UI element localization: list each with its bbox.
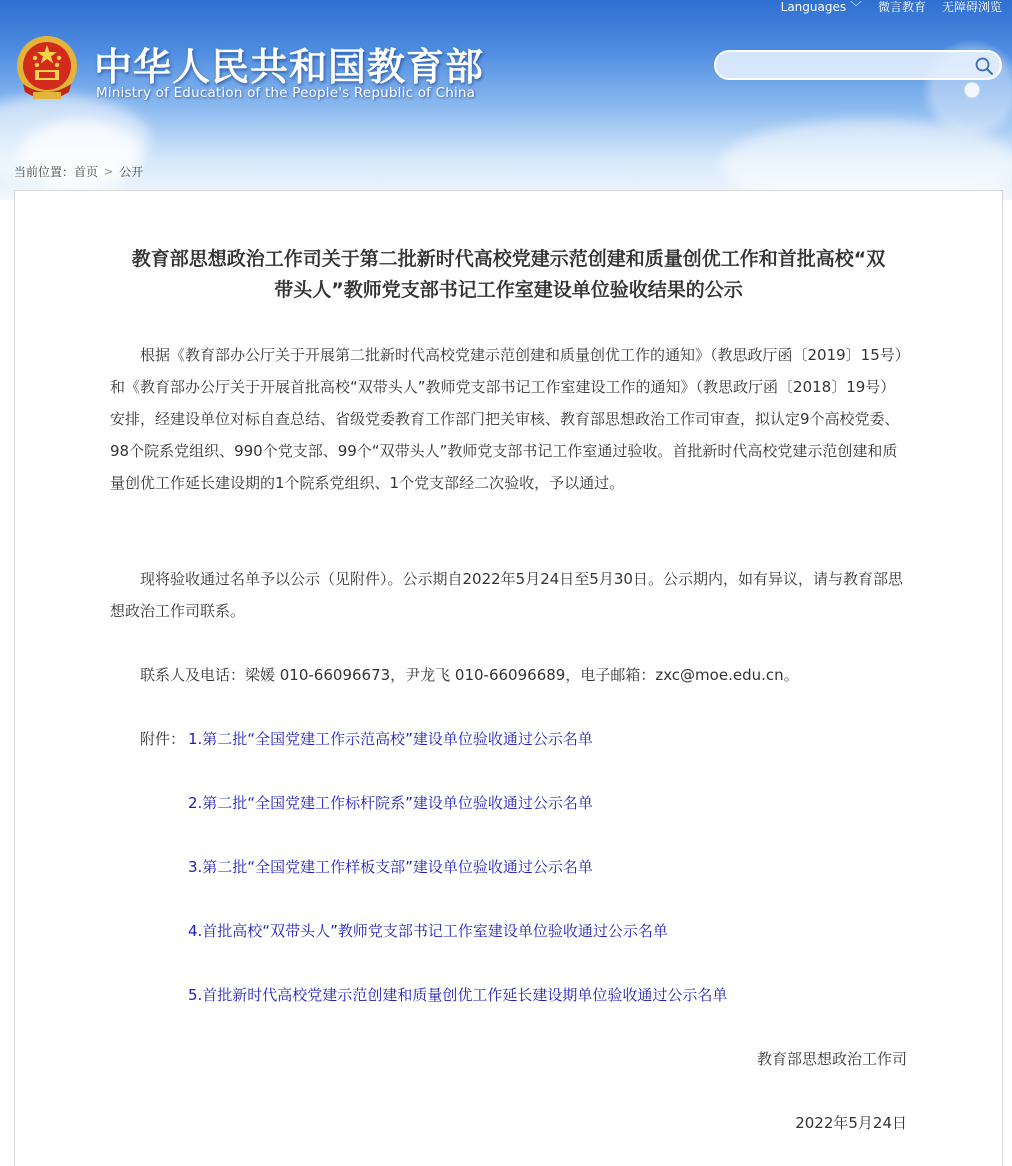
breadcrumb-home[interactable]: 首页 (74, 165, 99, 179)
article-container (14, 190, 1003, 1166)
article-title-line1: 教育部思想政治工作司关于第二批新时代高校党建示范创建和质量创优工作和首批高校“双 (131, 248, 886, 270)
accessibility-link[interactable]: 无障碍浏览 (941, 0, 1002, 14)
breadcrumb-prefix: 当前位置： (14, 165, 75, 179)
national-emblem-icon[interactable] (15, 34, 79, 102)
search-input[interactable] (728, 56, 968, 76)
header-banner (0, 0, 1012, 200)
weibo-link[interactable]: 微言教育 (877, 0, 926, 14)
attachment-link-3[interactable]: 3.第二批“全国党建工作样板支部”建设单位验收通过公示名单 (188, 858, 593, 876)
article-title (15, 244, 1002, 306)
contact-info: 联系人及电话：梁媛 010-66096673，尹龙飞 010-66096689，电子邮箱：zxc@moe.edu.cn。 (140, 666, 799, 684)
attachment-link-5[interactable]: 5.首批新时代高校党建示范创建和质量创优工作延长建设期单位验收通过公示名单 (188, 986, 728, 1004)
attachment-link-2[interactable]: 2.第二批“全国党建工作标杆院系”建设单位验收通过公示名单 (188, 794, 593, 812)
chevron-right-icon: > (104, 165, 114, 178)
breadcrumb-current[interactable]: 公开 (119, 165, 144, 179)
article-paragraph-1: 根据《教育部办公厅关于开展第二批新时代高校党建示范创建和质量创优工作的通知》（教思政厅函〔2019〕15号）和《教育部办公厅关于开展首批高校“双带头人”教师党支部书记工作室建设工作的通知》（教思政厅函〔2018〕19号）安排，经建设单位对标自查总结、省级党委教育工作部门把关审核、教育部思想政治工作司审查，拟认定9个高校党委、98个院系党组织、990个党支部、99个“双带头人”教师党支部书记工作室通过验收。首批新时代高校党建示范创建和质量创优工作延长建设期的1个院系党组织、1个党支部经二次验收，予以通过。 (110, 346, 910, 492)
site-title[interactable]: 中华人民共和国教育部 (94, 45, 485, 89)
attachment-link-1[interactable]: 1.第二批“全国党建工作示范高校”建设单位验收通过公示名单 (188, 730, 593, 748)
top-links (781, 0, 1002, 15)
search-icon[interactable] (974, 56, 994, 76)
article-paragraph-2: 现将验收通过名单予以公示（见附件）。公示期自2022年5月24日至5月30日。公示期内，如有异议，请与教育部思想政治工作司联系。 (110, 570, 903, 620)
languages-label: Languages (780, 0, 847, 14)
site-subtitle: Ministry of Education of the People's Republic of China (96, 85, 476, 101)
attachment-link-4[interactable]: 4.首批高校“双带头人”教师党支部书记工作室建设单位验收通过公示名单 (188, 922, 668, 940)
signature: 教育部思想政治工作司 (756, 1050, 907, 1068)
chevron-down-icon: ﹀ (849, 0, 862, 14)
attachments-label: 附件： (140, 730, 186, 748)
article-title-line2: 带头人”教师党支部书记工作室建设单位验收结果的公示 (274, 279, 743, 301)
languages-menu[interactable] (781, 0, 862, 15)
breadcrumb (14, 163, 143, 180)
search-box (714, 50, 1002, 80)
publish-date: 2022年5月24日 (795, 1114, 907, 1132)
